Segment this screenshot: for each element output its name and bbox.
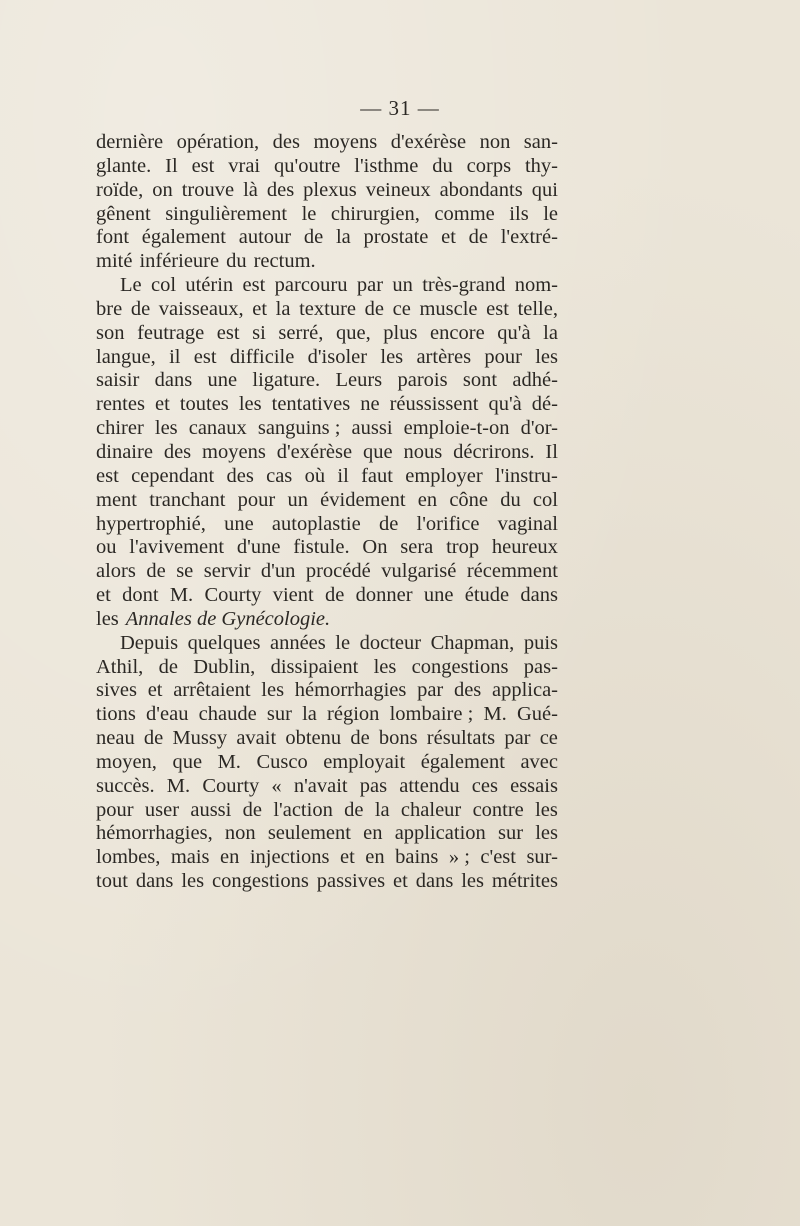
text-line [96,226,558,250]
word: pas [359,774,388,797]
word: vaisseaux, [158,297,244,320]
word: employer [405,464,483,487]
word: est [193,345,217,368]
word: parcouru [274,274,348,297]
word: mais [170,846,210,869]
word: donner [355,584,413,607]
text-line [96,727,558,751]
word: pas- [523,655,558,678]
word: les [154,417,178,440]
text-line [96,870,558,894]
word: avait [236,727,277,750]
word: d'exérèse [390,131,467,153]
word: il [169,345,181,368]
word: trouve [181,178,235,201]
word: congestions [212,870,309,893]
word: obtenu [285,727,342,750]
word: texture [299,297,357,320]
word: l'action [273,798,333,821]
word: veineux [365,178,431,201]
word: canaux [188,417,247,440]
word: de [324,584,345,607]
word: pour [96,798,134,821]
word: et [340,846,355,869]
text-line [96,799,558,823]
word: » ; [448,846,470,869]
text-line [96,822,558,846]
word: saisir [96,369,140,392]
word: d'exérèse [276,440,353,463]
word: que, [335,321,371,344]
word: des [266,178,295,201]
word: tentatives [271,393,351,416]
word: qu'à [488,393,522,416]
word: fistule. [293,536,350,559]
word: décrirons. [453,440,535,463]
word: de [143,727,164,750]
word: autoplastie [271,512,361,535]
word: les [373,655,397,678]
word: autour [238,226,292,249]
text-line [96,274,558,298]
word: tranchant [149,488,226,511]
word: ces [471,774,498,797]
text-line [96,298,558,322]
word: par [504,727,531,750]
word: feutrage [137,321,205,344]
word: dissipaient [270,655,359,678]
word: chaude [198,703,257,726]
word: emploie-t-on [403,417,510,440]
word: succès. [96,774,155,797]
word: opération, [176,131,260,153]
word: singulièrement [165,202,288,225]
word: chaleur [400,798,462,821]
word: ligature. [252,369,321,392]
word: un [392,274,413,297]
word: M. [483,703,507,726]
word: et [154,393,170,416]
word: dinaire [96,440,153,463]
word: sera [400,536,434,559]
word: se [176,560,194,583]
text-line [96,465,558,489]
word: en [417,488,438,511]
text-line [96,560,558,584]
word: thy- [524,154,558,177]
word: de [303,226,324,249]
word: roïde, [96,178,144,201]
word: san- [523,131,558,153]
text-line [96,775,558,799]
word: de [350,727,370,750]
word: bre [96,297,123,320]
word: la [302,703,317,726]
word: dans [415,870,454,893]
word: l'avivement [129,536,225,559]
word: d'eau [146,703,189,726]
word: de [468,226,488,249]
word: très-grand [422,274,506,297]
word: dans [154,369,193,392]
page-number: — 31 — [360,96,440,120]
text-line [96,131,558,155]
word: moyens [202,440,266,463]
word: langue, [96,345,156,368]
word: et [96,584,111,607]
word: également [420,750,505,773]
word: de [378,512,399,535]
text-line [96,441,558,465]
word: est [216,321,240,344]
word: ils [509,202,529,225]
word: les [535,798,558,821]
word: de [158,655,178,678]
text-line [96,393,558,417]
word: réussissent [389,393,479,416]
text-line [96,751,558,775]
word: cône [449,488,489,511]
word: procédé [305,560,371,583]
word: les [181,870,205,893]
word: font [96,226,130,249]
word: et [393,870,408,893]
text-line [96,632,558,656]
text-line [96,656,558,680]
word: sanguins ; [257,417,341,440]
word: on [152,178,173,201]
word: pour [484,345,522,368]
word: rectum. [253,250,316,273]
word: ne [360,393,380,416]
word: la [543,321,558,344]
word: récemment [466,560,558,583]
word: si [252,321,266,344]
word: en [220,846,240,869]
word: non [224,822,256,845]
word: nous [403,440,443,463]
word: et [252,297,268,320]
word: plexus [303,178,357,201]
word: Mussy [172,727,228,750]
word: attendu [399,774,460,797]
word: étude [464,584,510,607]
word: région [327,703,380,726]
word: résultats [426,727,496,750]
word: hémorrhagies, [96,822,213,845]
word: le [301,202,317,225]
text-line [96,608,558,632]
word: du [432,154,453,177]
body-text [96,131,558,894]
word: vrai [228,154,261,177]
word: la [374,798,390,821]
word: faut [361,464,393,487]
word: col [150,274,177,297]
word: ment [96,488,137,511]
word: dans [520,584,558,607]
word: seulement [267,822,351,845]
word: parois [397,369,448,392]
word: employait [323,750,406,773]
text-line [96,250,558,274]
word: d'un [260,560,296,583]
word: aussi [351,417,393,440]
word: hypertrophié, [96,512,206,535]
word: c'est [480,846,516,869]
word: lombes, [96,846,161,869]
word: trop [446,536,480,559]
text-line [96,369,558,393]
word: métrites [491,870,558,893]
word: et [147,679,163,702]
word: applica- [491,679,558,702]
word: application [394,822,486,845]
text-line [96,489,558,513]
word: Annales de Gynécologie. [125,607,331,630]
word: pour [237,488,276,511]
text-line [96,417,558,441]
word: par [356,274,384,297]
word: Courty [204,584,262,607]
word: les [261,679,285,702]
text-line [96,584,558,608]
word: telle, [517,297,558,320]
word: muscle [419,297,478,320]
word: sur [266,703,292,726]
word: vaginal [497,512,558,535]
word: Chapman, [430,631,515,654]
word: qui [531,178,558,201]
word: Le [120,274,142,297]
word: est [242,274,266,297]
word: du [500,488,521,511]
word: des [453,679,482,702]
word: Leurs [335,369,383,392]
word: il [337,464,349,487]
word: Il [545,440,558,463]
word: de [364,297,384,320]
word: injections [249,846,330,869]
word: « [271,774,282,797]
word: la [335,226,351,249]
word: docteur [359,631,422,654]
word: années [269,631,326,654]
word: utérin [185,274,234,297]
word: inférieure [139,250,220,273]
word: nom- [514,274,558,297]
word: rentes [96,393,145,416]
word: moyen, [96,750,157,773]
word: chirurgien, [330,202,420,225]
word: sur- [526,846,558,869]
word: comme [434,202,495,225]
text-line [96,203,558,227]
word: qu'outre [274,154,341,177]
word: encore [430,321,485,344]
word: Courty [202,774,260,797]
word: prostate [363,226,429,249]
word: sont [462,369,498,392]
word: tions [96,703,136,726]
word: M. [169,584,194,607]
word: cas [266,464,293,487]
word: servir [203,560,251,583]
word: puis [523,631,558,654]
text-line [96,322,558,346]
word: moyens [313,131,378,153]
word: sur [497,822,524,845]
word: gênent [96,202,151,225]
word: aussi [190,798,232,821]
word: arrêtaient [173,679,251,702]
word: qu'à [497,321,531,344]
word: Athil, [96,655,144,678]
word: cependant [131,464,215,487]
word: les [535,345,558,368]
word: le [335,631,351,654]
word: le [543,202,558,225]
word: dans [135,870,174,893]
text-line [96,679,558,703]
word: col [532,488,558,511]
word: chirer [96,417,144,440]
word: bains [395,846,439,869]
word: mité [96,250,133,273]
word: les [535,822,558,845]
word: les [238,393,262,416]
word: heureux [491,536,558,559]
word: bons [378,727,418,750]
word: Depuis [120,631,179,654]
word: contre [472,798,524,821]
word: de [146,560,166,583]
text-line [96,513,558,537]
word: vulgarisé [381,560,457,583]
word: neau [96,727,135,750]
word: Cusco [256,750,308,773]
text-line [96,179,558,203]
word: congestions [411,655,509,678]
word: est [191,154,215,177]
word: tout [96,870,128,893]
word: des [163,440,192,463]
word: quelques [187,631,261,654]
text-line [96,346,558,370]
word: user [144,798,180,821]
word: Il [165,154,178,177]
word: Gué- [516,703,558,726]
word: difficile [229,345,295,368]
word: n'avait [293,774,348,797]
word: des [226,464,254,487]
word: abondants [439,178,523,201]
word: essais [510,774,558,797]
word: d'une [236,536,281,559]
word: les [380,345,404,368]
word: ce [392,297,411,320]
word: l'isthme [354,154,419,177]
word: d'or- [520,417,558,440]
word: là [243,178,258,201]
word: M. [217,750,241,773]
word: On [362,536,388,559]
word: par [417,679,444,702]
word: l'orifice [416,512,480,535]
word: une [423,584,454,607]
word: vient [272,584,314,607]
word: également [141,226,226,249]
word: un [287,488,308,511]
word: Dublin, [193,655,256,678]
word: adhé- [512,369,558,392]
word: l'extré- [500,226,558,249]
text-line [96,703,558,727]
text-line [96,846,558,870]
word: en [363,822,383,845]
word: dont [122,584,159,607]
word: de [242,798,263,821]
word: d'isoler [307,345,368,368]
word: en [365,846,385,869]
word: avec [520,750,558,773]
word: les [96,607,119,630]
word: une [207,369,238,392]
word: passives [316,870,386,893]
word: où [304,464,326,487]
word: de [344,798,364,821]
word: que [363,440,393,463]
word: serré, [278,321,324,344]
word: dé- [531,393,558,416]
word: artères [416,345,472,368]
word: plus [383,321,418,344]
word: non [479,131,511,153]
word: lombaire ; [389,703,474,726]
word: et [441,226,456,249]
word: corps [466,154,512,177]
word: glante. [96,154,152,177]
word: dernière [96,131,164,153]
word: sives [96,679,137,702]
word: est [96,464,119,487]
word: les [461,870,484,893]
word: son [96,321,125,344]
word: la [275,297,291,320]
word: de [130,297,151,320]
word: toutes [179,393,229,416]
word: des [272,131,300,153]
word: ou [96,536,117,559]
word: ce [539,727,558,750]
word: M. [166,774,191,797]
word: que [172,750,203,773]
text-line [96,536,558,560]
word: l'instru- [494,464,558,487]
word: hémorrhagies [294,679,407,702]
word: une [224,512,254,535]
word: est [486,297,509,320]
text-line [96,155,558,179]
word: alors [96,560,136,583]
word: du [226,250,247,273]
word: évidement [320,488,406,511]
